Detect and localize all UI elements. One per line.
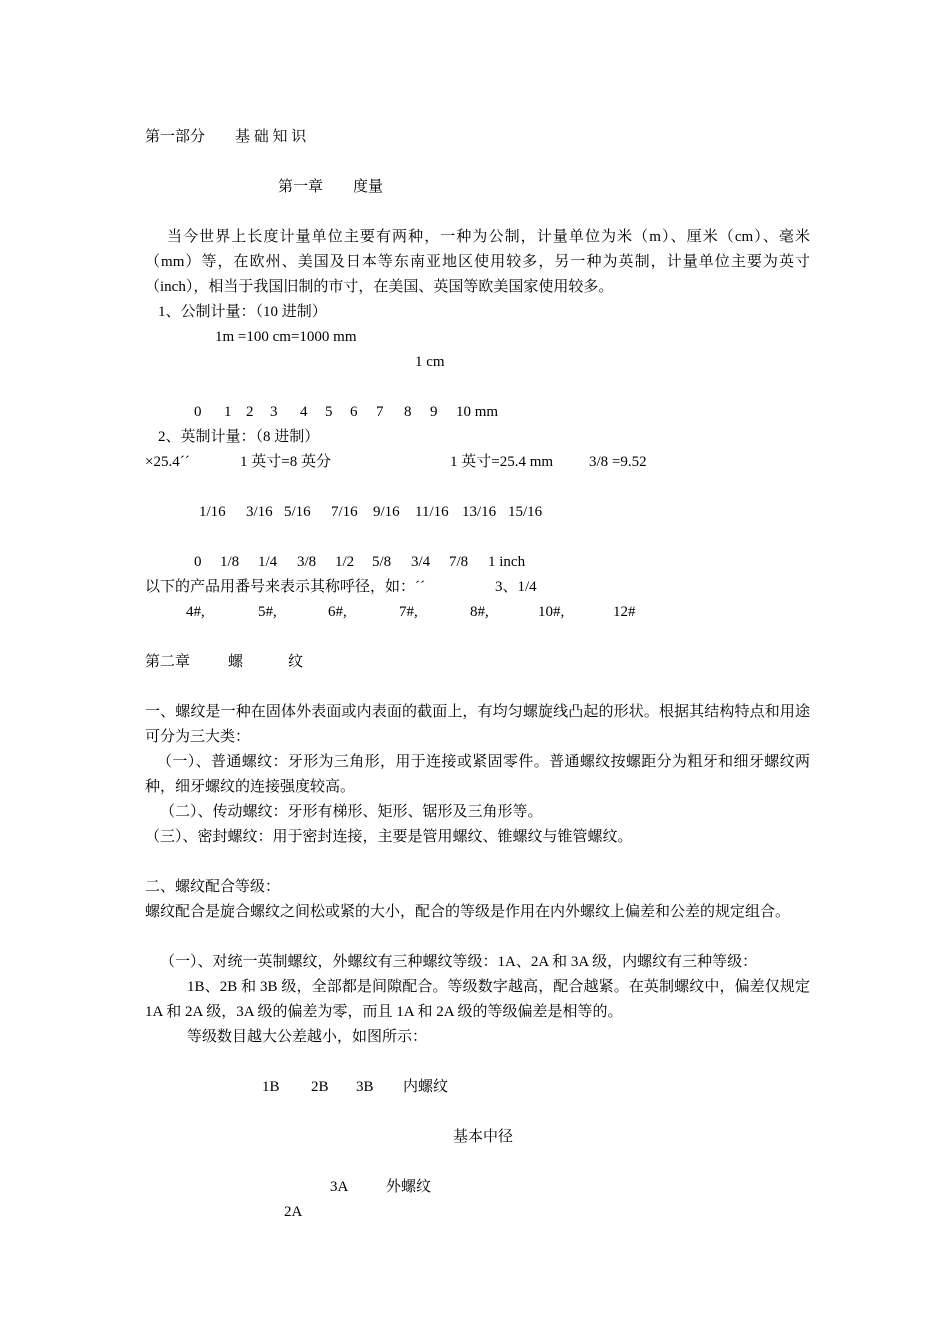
sixteenth-tick: 9/16 xyxy=(373,504,400,520)
number-size: 12# xyxy=(613,604,636,620)
metric-tick: 2 xyxy=(246,404,254,420)
sixteenth-tick: 1/16 xyxy=(199,504,226,520)
imperial-sixteenths xyxy=(0,500,950,525)
chapter2-title-char: 纹 xyxy=(288,654,304,670)
number-sizes xyxy=(0,600,950,625)
grade-label-2a: 2A xyxy=(284,1204,303,1220)
part-heading: 第一部分 基 础 知 识 xyxy=(145,129,307,145)
metric-tick: 6 xyxy=(350,404,358,420)
metric-title: 1、公制计量：（10 进制） xyxy=(158,304,327,320)
number-size: 6#, xyxy=(328,604,347,620)
sixteenth-tick: 15/16 xyxy=(508,504,543,520)
metric-equation: 1m =100 cm=1000 mm xyxy=(215,329,357,345)
eighth-tick: 3/4 xyxy=(411,554,431,570)
basic-pitch-diameter-label: 基本中径 xyxy=(453,1129,514,1145)
sixteenth-tick: 7/16 xyxy=(331,504,358,520)
number-size: 5#, xyxy=(258,604,277,620)
imperial-example: 3/8 =9.52 xyxy=(589,454,647,470)
fit-note: 等级数目越大公差越小，如图所示： xyxy=(187,1029,428,1045)
metric-tick: 3 xyxy=(270,404,278,420)
imperial-inch-mm: 1 英寸=25.4 mm xyxy=(450,454,554,470)
imperial-factor: ×25.4´´ xyxy=(145,454,190,470)
thread-type-2: （二）、传动螺纹：牙形有梯形、矩形、锯形及三角形等。 xyxy=(160,804,543,820)
metric-tick: 0 xyxy=(194,404,202,420)
grade-label: 3A xyxy=(330,1179,349,1195)
internal-thread-label: 内螺纹 xyxy=(403,1079,449,1095)
fit-item1-continued: 1B、2B 和 3B 级，全部都是间隙配合。等级数字越高，配合越紧。在英制螺纹中，偏差仅规定 1A 和 2A 级，3A 级的偏差为零，而且 1A 和 2A 级的等级偏差是相等的。 xyxy=(145,979,810,1020)
thread-definition: 一、螺纹是一种在固体外表面或内表面的截面上，有均匀螺旋线凸起的形状。根据其结构特点和用途可分为三大类： xyxy=(145,704,810,745)
metric-ruler-label: 1 cm xyxy=(415,354,445,370)
metric-tick: 4 xyxy=(300,404,308,420)
external-thread-label: 外螺纹 xyxy=(386,1179,432,1195)
sixteenth-tick: 13/16 xyxy=(462,504,497,520)
sixteenth-tick: 3/16 xyxy=(246,504,273,520)
eighth-tick: 3/8 xyxy=(297,554,317,570)
number-size: 8#, xyxy=(470,604,489,620)
sixteenth-tick: 5/16 xyxy=(284,504,311,520)
number-note-text: 以下的产品用番号来表示其称呼径，如：´´ xyxy=(145,579,425,595)
number-size: 7#, xyxy=(399,604,418,620)
chapter2-label: 第二章 xyxy=(145,654,191,670)
eighth-tick: 1/4 xyxy=(258,554,278,570)
grade-label: 1B xyxy=(262,1079,280,1095)
metric-tick: 1 xyxy=(224,404,232,420)
metric-tick: 7 xyxy=(376,404,384,420)
eighth-tick: 1/2 xyxy=(335,554,355,570)
sixteenth-tick: 11/16 xyxy=(415,504,449,520)
metric-tick: 9 xyxy=(430,404,438,420)
imperial-inch-fen: 1 英寸=8 英分 xyxy=(240,454,331,470)
fit-definition: 螺纹配合是旋合螺纹之间松或紧的大小，配合的等级是作用在内外螺纹上偏差和公差的规定组合。 xyxy=(145,904,791,920)
eighth-tick: 1/8 xyxy=(220,554,240,570)
thread-type-3: （三）、密封螺纹：用于密封连接，主要是管用螺纹、锥螺纹与锥管螺纹。 xyxy=(145,829,633,845)
metric-tick: 5 xyxy=(325,404,333,420)
chapter1-heading: 第一章 度量 xyxy=(278,179,384,195)
chapter2-title-char: 螺 xyxy=(228,654,244,670)
eighth-tick: 7/8 xyxy=(449,554,469,570)
imperial-eighths xyxy=(0,550,950,575)
fit-title: 二、螺纹配合等级： xyxy=(145,879,281,895)
number-note xyxy=(0,575,950,600)
eighth-tick: 0 xyxy=(194,554,202,570)
imperial-line xyxy=(0,450,950,475)
diagram-external-row xyxy=(0,1175,950,1200)
diagram-internal-row xyxy=(0,1075,950,1100)
imperial-title: 2、英制计量：（8 进制） xyxy=(158,429,320,445)
eighth-tick: 5/8 xyxy=(372,554,392,570)
metric-tick: 10 mm xyxy=(456,404,499,420)
thread-type-1: （一）、普通螺纹：牙形为三角形，用于连接或紧固零件。普通螺纹按螺距分为粗牙和细牙螺纹两种，细牙螺纹的连接强度较高。 xyxy=(145,754,810,795)
metric-ruler-ticks xyxy=(0,400,950,425)
metric-tick: 8 xyxy=(404,404,412,420)
number-size: 10#, xyxy=(538,604,565,620)
eighth-tick: 1 inch xyxy=(488,554,526,570)
intro-paragraph: 当今世界上长度计量单位主要有两种，一种为公制，计量单位为米（m）、厘米（cm）、毫米（mm）等，在欧州、美国及日本等东南亚地区使用较多，另一种为英制，计量单位主要为英寸（inch），相当于我国旧制的市寸，在美国、英国等欧美国家使用较多。 xyxy=(145,229,810,295)
chapter2-heading xyxy=(0,650,950,675)
number-note-example: 3、1/4 xyxy=(495,579,537,595)
number-size: 4#, xyxy=(186,604,205,620)
grade-label: 3B xyxy=(356,1079,374,1095)
fit-item1-first-line: （一）、对统一英制螺纹，外螺纹有三种螺纹等级：1A、2A 和 3A 级，内螺纹有三种等级： xyxy=(160,954,758,970)
grade-label: 2B xyxy=(311,1079,329,1095)
